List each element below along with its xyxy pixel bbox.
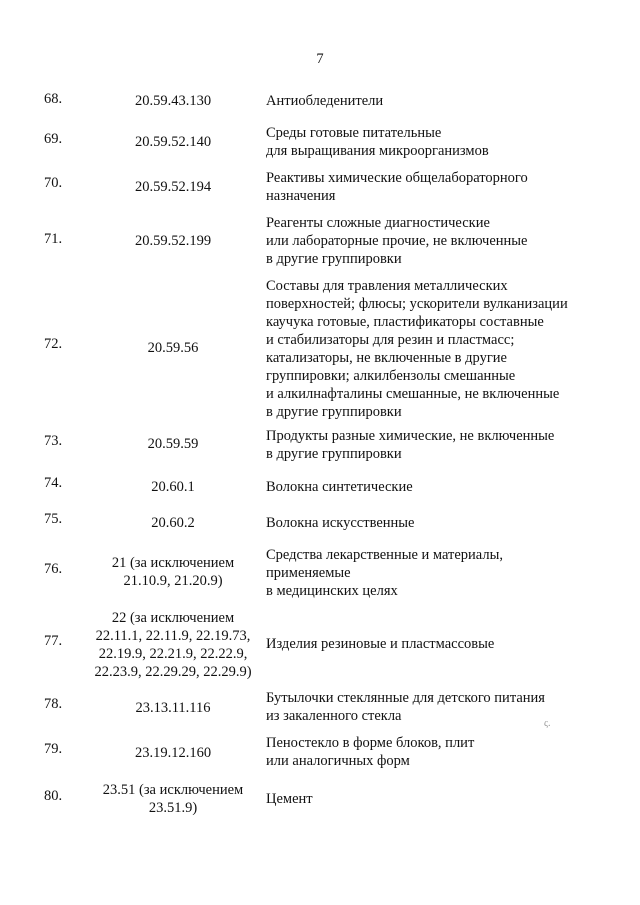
okpd-code bbox=[82, 514, 264, 532]
desc-line: Реактивы химические общелабораторного bbox=[266, 170, 528, 186]
code-line: 22 (за исключением bbox=[111, 610, 235, 626]
code-line: 23.51.9) bbox=[148, 800, 198, 816]
desc-line: Бутылочки стеклянные для детского питания bbox=[266, 690, 545, 706]
row-number: 68. bbox=[44, 91, 63, 107]
row-number: 79. bbox=[44, 741, 63, 757]
desc-line: или лабораторные прочие, не включенные bbox=[266, 233, 528, 249]
row-number: 75. bbox=[44, 511, 63, 527]
row-number: 73. bbox=[44, 433, 63, 449]
desc-line: в другие группировки bbox=[266, 446, 402, 462]
desc-line: Цемент bbox=[266, 791, 313, 807]
desc-line: Реагенты сложные диагностические bbox=[266, 215, 490, 231]
desc-line: Волокна искусственные bbox=[266, 515, 415, 531]
item-description bbox=[266, 214, 636, 268]
desc-line: поверхностей; флюсы; ускорители вулканизации bbox=[266, 296, 568, 312]
row-number: 72. bbox=[44, 336, 63, 352]
row-number: 78. bbox=[44, 696, 63, 712]
code-line: 20.60.2 bbox=[151, 515, 195, 531]
code-line: 22.19.9, 22.21.9, 22.22.9, bbox=[98, 646, 248, 662]
scan-mark: ς. bbox=[544, 718, 551, 729]
okpd-code bbox=[82, 232, 264, 250]
item-description bbox=[266, 514, 636, 532]
okpd-code bbox=[82, 435, 264, 453]
item-description bbox=[266, 635, 636, 653]
item-description bbox=[266, 92, 636, 110]
page-number: 7 bbox=[316, 51, 324, 67]
desc-line: в другие группировки bbox=[266, 404, 402, 420]
code-line: 20.59.52.199 bbox=[134, 233, 212, 249]
item-description bbox=[266, 427, 636, 463]
code-line: 20.59.52.140 bbox=[134, 134, 212, 150]
desc-line: Продукты разные химические, не включенные bbox=[266, 428, 555, 444]
desc-line: назначения bbox=[266, 188, 336, 204]
code-line: 21 (за исключением bbox=[111, 555, 235, 571]
item-description bbox=[266, 124, 636, 160]
item-description bbox=[266, 734, 636, 770]
okpd-code bbox=[82, 178, 264, 196]
okpd-code bbox=[82, 781, 264, 817]
okpd-code bbox=[82, 699, 264, 717]
desc-line: катализаторы, не включенные в другие bbox=[266, 350, 507, 366]
desc-line: каучука готовые, пластификаторы составные bbox=[266, 314, 544, 330]
okpd-code bbox=[82, 554, 264, 590]
code-line: 22.23.9, 22.29.29, 22.29.9) bbox=[94, 664, 252, 680]
code-line: 20.59.52.194 bbox=[134, 179, 212, 195]
okpd-code bbox=[82, 92, 264, 110]
desc-line: в медицинских целях bbox=[266, 583, 398, 599]
desc-line: применяемые bbox=[266, 565, 351, 581]
row-number: 71. bbox=[44, 231, 63, 247]
code-line: 20.59.56 bbox=[147, 340, 199, 356]
code-line: 23.19.12.160 bbox=[134, 745, 212, 761]
desc-line: для выращивания микроорганизмов bbox=[266, 143, 489, 159]
desc-line: Антиобледенители bbox=[266, 93, 384, 109]
desc-line: из закаленного стекла bbox=[266, 708, 402, 724]
desc-line: Составы для травления металлических bbox=[266, 278, 508, 294]
item-description bbox=[266, 478, 636, 496]
desc-line: Волокна синтетические bbox=[266, 479, 413, 495]
code-line: 23.13.11.116 bbox=[135, 700, 211, 716]
item-description bbox=[266, 169, 636, 205]
item-description bbox=[266, 277, 636, 421]
code-line: 22.11.1, 22.11.9, 22.19.73, bbox=[95, 628, 251, 644]
desc-line: Среды готовые питательные bbox=[266, 125, 442, 141]
item-description bbox=[266, 790, 636, 808]
row-number: 74. bbox=[44, 475, 63, 491]
row-number: 76. bbox=[44, 561, 63, 577]
desc-line: или аналогичных форм bbox=[266, 753, 410, 769]
desc-line: Изделия резиновые и пластмассовые bbox=[266, 636, 495, 652]
desc-line: Средства лекарственные и материалы, bbox=[266, 547, 503, 563]
item-description bbox=[266, 689, 636, 725]
okpd-code bbox=[82, 478, 264, 496]
code-line: 23.51 (за исключением bbox=[102, 782, 244, 798]
desc-line: группировки; алкилбензолы смешанные bbox=[266, 368, 516, 384]
code-line: 20.60.1 bbox=[151, 479, 195, 495]
desc-line: Пеностекло в форме блоков, плит bbox=[266, 735, 475, 751]
code-line: 21.10.9, 21.20.9) bbox=[123, 573, 223, 589]
okpd-code bbox=[82, 609, 264, 681]
desc-line: и стабилизаторы для резин и пластмасс; bbox=[266, 332, 515, 348]
row-number: 77. bbox=[44, 633, 63, 649]
row-number: 70. bbox=[44, 175, 63, 191]
code-line: 20.59.59 bbox=[147, 436, 199, 452]
item-description bbox=[266, 546, 636, 600]
desc-line: в другие группировки bbox=[266, 251, 402, 267]
okpd-code bbox=[82, 133, 264, 151]
row-number: 69. bbox=[44, 131, 63, 147]
okpd-code bbox=[82, 339, 264, 357]
okpd-code bbox=[82, 744, 264, 762]
row-number: 80. bbox=[44, 788, 63, 804]
code-line: 20.59.43.130 bbox=[134, 93, 212, 109]
desc-line: и алкилнафталины смешанные, не включенные bbox=[266, 386, 560, 402]
